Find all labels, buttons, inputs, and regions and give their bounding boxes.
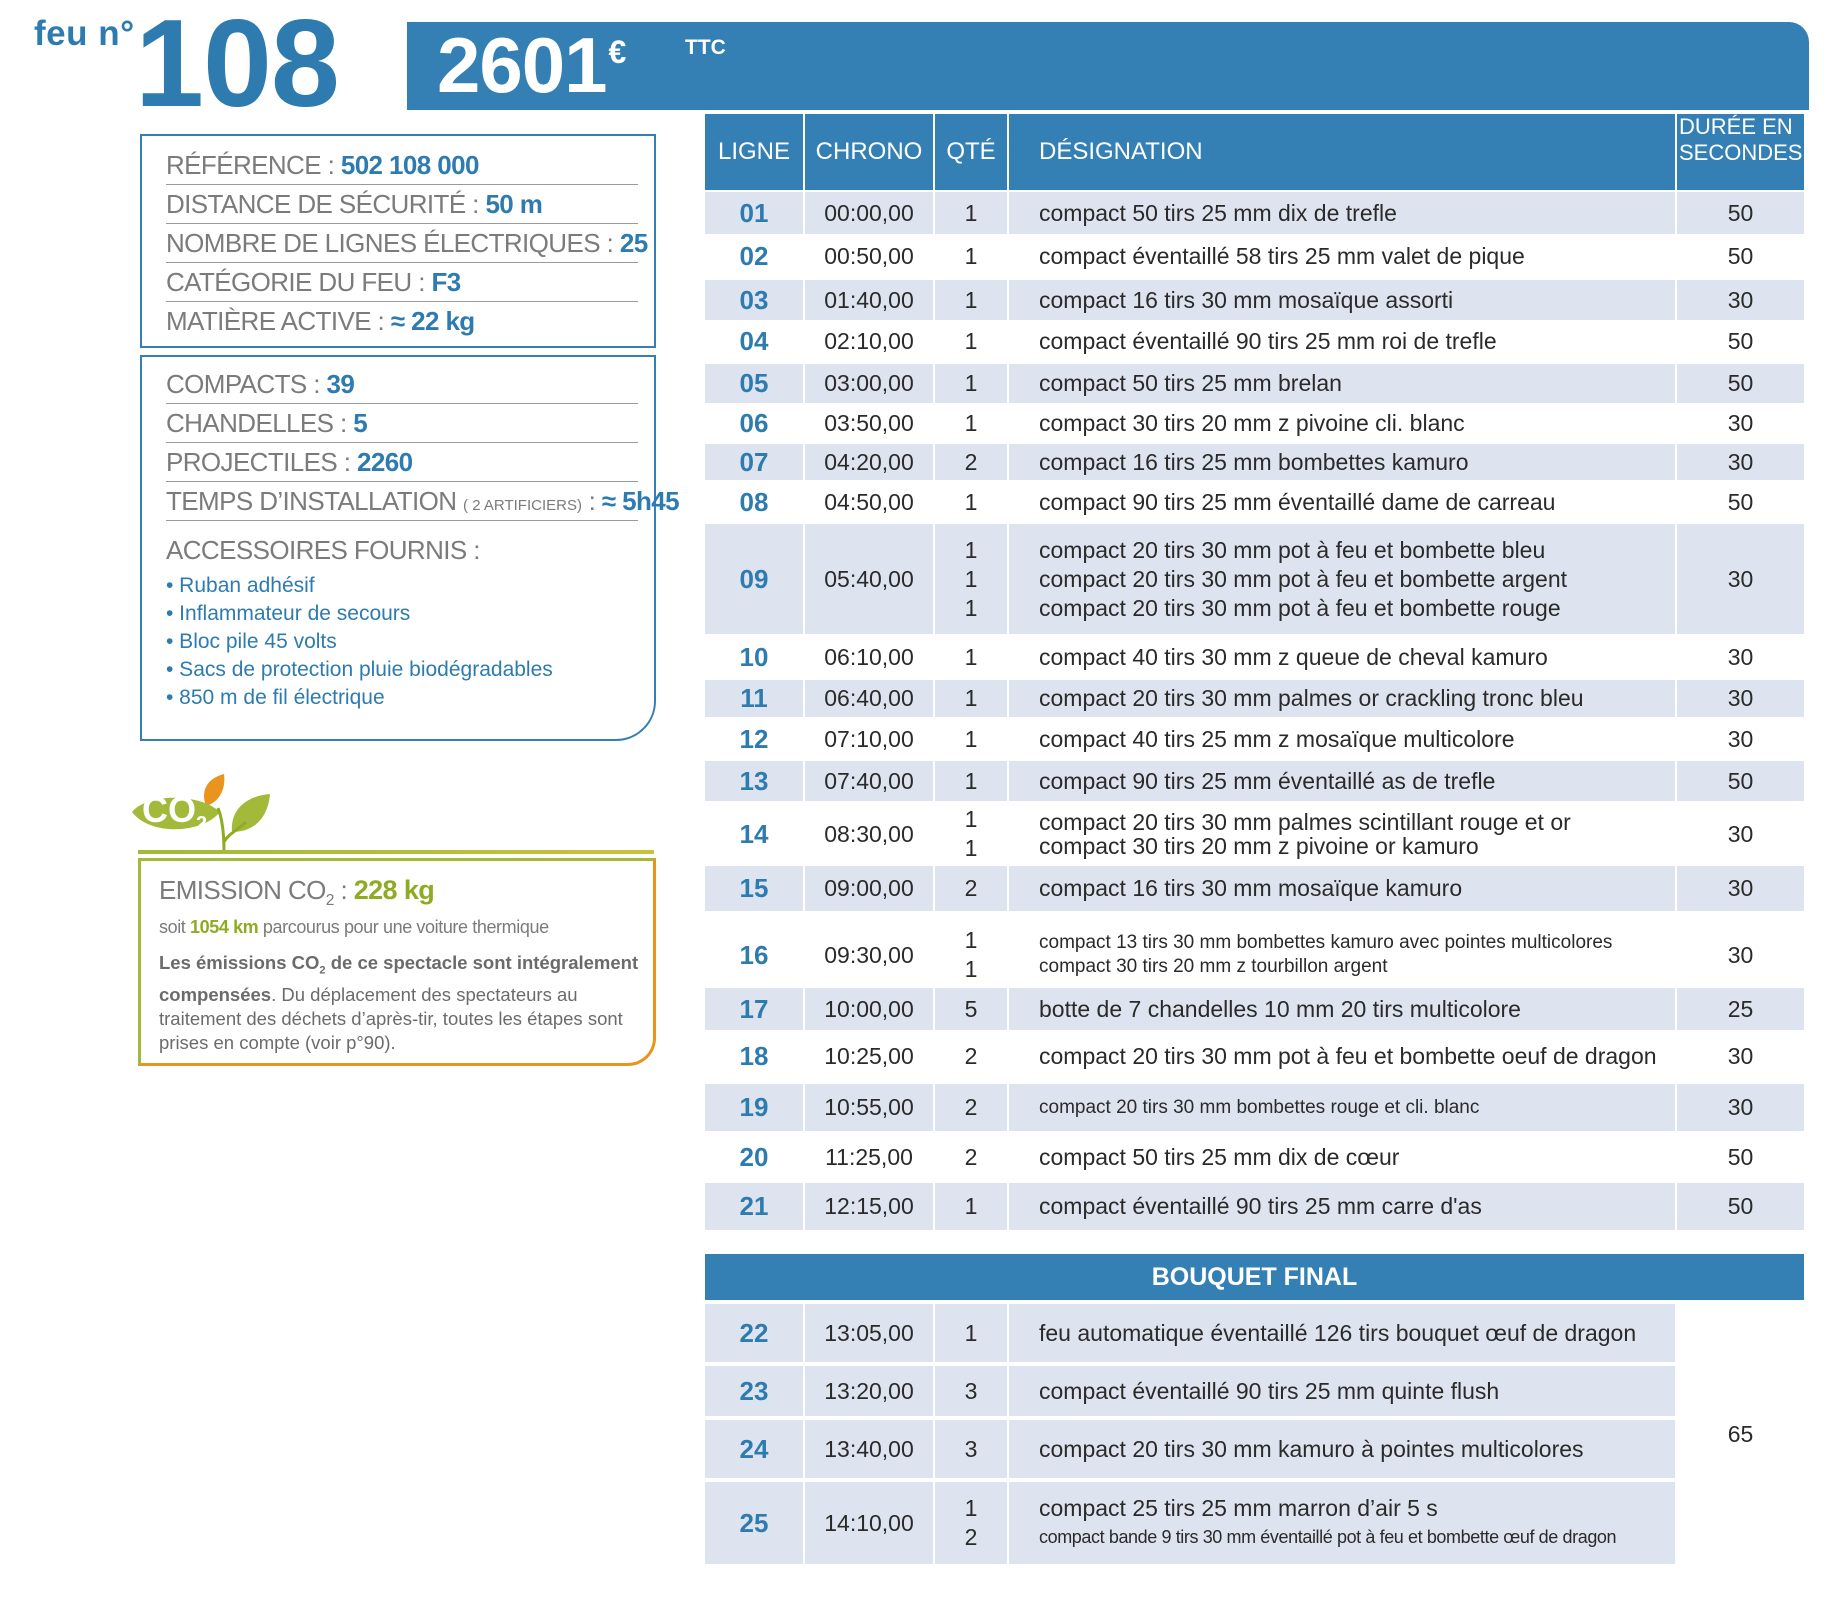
cell-ligne: 23 [705,1366,803,1416]
qte-value: 2 [964,875,978,901]
designation-line: compact 20 tirs 30 mm palmes or crackling tronc bleu [1039,685,1584,711]
spec-electric-lines: NOMBRE DE LIGNES ÉLECTRIQUES : 25 [166,224,638,263]
cell-qte [935,988,1007,1030]
cell-chrono: 09:30,00 [805,924,933,986]
qte-value: 1 [964,1319,978,1346]
cell-duree: 50 [1677,235,1804,277]
cell-duree: 50 [1677,1134,1804,1181]
cell-duree: 30 [1677,404,1804,442]
designation-line: compact 20 tirs 30 mm palmes scintillant rouge et or [1039,809,1571,835]
cell-ligne: 15 [705,866,803,911]
table-row [705,804,1804,864]
qte-value: 1 [964,242,978,269]
list-item: • Sacs de protection pluie biodégradables [166,658,553,681]
designation-line: compact 20 tirs 30 mm pot à feu et bombette rouge [1039,594,1561,621]
content-installation-time: TEMPS D’INSTALLATION ( 2 ARTIFICIERS) : ≈ 5h45 [166,482,638,521]
cell-qte [935,444,1007,480]
cell-designation [1009,235,1675,277]
cell-duree: 50 [1677,761,1804,801]
cell-designation [1009,1304,1675,1362]
price-banner [407,22,1809,110]
cell-ligne: 17 [705,988,803,1030]
bouquet-duree: 65 [1677,1304,1804,1564]
list-item: • 850 m de fil électrique [166,686,385,709]
co2-emission: EMISSION $CO_2$ : 228 kg [159,875,435,910]
table-row [705,404,1804,442]
spec-value: 50 m [485,189,543,219]
designation-line: compact 30 tirs 20 mm z pivoine or kamuro [1039,833,1479,859]
cell-designation [1009,1183,1675,1230]
list-item: • Inflammateur de secours [166,602,411,625]
qte-value: 2 [964,1144,978,1170]
table-row [705,364,1804,403]
table-header [705,114,1804,190]
cell-designation [1009,680,1675,717]
qte-value: 1 [964,725,978,752]
co2-description: Les émissions $CO_2$ de ce spectacle sont intégralement compensées. Du déplacement des spectateurs au traitement des déchets d’après-tir, toutes les étapes sont prises en compte (voir p°90). [159,952,639,1053]
cell-chrono: 03:00,00 [805,364,933,403]
table-row [705,524,1804,634]
cell-chrono: 03:50,00 [805,404,933,442]
co2-top-line [138,850,654,854]
cell-chrono: 11:25,00 [805,1134,933,1181]
table-row [705,280,1804,320]
table-row [705,1134,1804,1181]
header-duree: DURÉE EN SECONDES [1677,114,1804,190]
cell-designation [1009,364,1675,403]
cell-qte [935,1032,1007,1080]
cell-designation [1009,761,1675,801]
cell-ligne: 16 [705,924,803,986]
content-chandelles: CHANDELLES : 5 [166,404,638,443]
cell-designation [1009,924,1675,986]
cell-designation [1009,988,1675,1030]
table-row [705,761,1804,801]
cell-designation [1009,524,1675,634]
table-row [705,637,1804,677]
cell-ligne: 20 [705,1134,803,1181]
qte-value: 2 [964,1042,978,1069]
cell-chrono: 13:40,00 [805,1420,933,1478]
cell-chrono: 07:40,00 [805,761,933,801]
accessories-title: ACCESSOIRES FOURNIS : [166,535,480,565]
contents-box [140,355,679,741]
table-row [705,1482,1804,1564]
feu-label: feu n° [34,14,135,53]
cell-chrono: 10:25,00 [805,1032,933,1080]
designation-line: botte de 7 chandelles 10 mm 20 tirs multicolore [1039,995,1521,1022]
cell-qte [935,804,1007,864]
cell-ligne: 10 [705,637,803,677]
qte-value: 1 [964,835,978,861]
table-row [705,482,1804,522]
cell-duree: 30 [1677,280,1804,320]
designation-line: feu automatique éventaillé 126 tirs bouquet œuf de dragon [1039,1319,1637,1346]
cell-qte [935,1304,1007,1362]
spec-reference: RÉFÉRENCE : 502 108 000 [166,146,638,185]
table-row [705,1183,1804,1230]
qte-value: 1 [964,927,978,953]
qte-value: 2 [964,1094,978,1120]
cell-duree: 30 [1677,720,1804,758]
cell-qte [935,482,1007,522]
cell-chrono: 10:55,00 [805,1084,933,1131]
cell-duree: 50 [1677,1183,1804,1230]
cell-qte [935,524,1007,634]
table-row [705,1084,1804,1131]
cell-designation [1009,1366,1675,1416]
price-tax-label: TTC [685,36,726,59]
designation-line: compact 20 tirs 30 mm pot à feu et bombette bleu [1039,536,1546,563]
designation-line: compact 40 tirs 30 mm z queue de cheval kamuro [1039,643,1548,670]
cell-chrono: 09:00,00 [805,866,933,911]
cell-ligne: 01 [705,192,803,234]
cell-chrono: 00:00,00 [805,192,933,234]
table-row [705,235,1804,277]
qte-value: 1 [964,488,978,515]
designation-line: compact 50 tirs 25 mm brelan [1039,370,1342,396]
designation-line: compact éventaillé 58 tirs 25 mm valet de pique [1039,242,1525,269]
cell-ligne: 02 [705,235,803,277]
co2-leaf-logo-icon [128,772,278,854]
leaf-orange-icon [204,774,224,806]
designation-line: compact 20 tirs 30 mm pot à feu et bombette oeuf de dragon [1039,1042,1657,1069]
specs-box [140,134,656,348]
content-value: 39 [326,369,355,399]
list-item: • Bloc pile 45 volts [166,630,337,653]
spec-value: 25 [619,228,648,258]
cell-qte [935,637,1007,677]
qte-value: 1 [964,767,978,794]
cell-designation [1009,482,1675,522]
cell-ligne: 04 [705,322,803,361]
table-row [705,1032,1804,1080]
cell-duree: 50 [1677,364,1804,403]
cell-ligne: 25 [705,1482,803,1564]
qte-value: 1 [964,685,978,711]
cell-duree: 30 [1677,680,1804,717]
cell-designation [1009,720,1675,758]
qte-value: 1 [964,806,978,832]
table-row [705,988,1804,1030]
price-value [437,21,626,109]
designation-line: compact 20 tirs 30 mm pot à feu et bombette argent [1039,565,1568,592]
cell-ligne: 21 [705,1183,803,1230]
cell-chrono: 06:40,00 [805,680,933,717]
cell-qte [935,761,1007,801]
table-row [705,322,1804,361]
cell-designation [1009,1084,1675,1131]
cell-duree: 30 [1677,1032,1804,1080]
qte-value: 1 [964,1495,978,1521]
cell-ligne: 09 [705,524,803,634]
qte-value: 1 [964,643,978,670]
spec-value: 502 108 000 [340,150,479,180]
qte-value: 1 [964,409,978,436]
qte-value: 1 [964,1193,978,1219]
cell-duree: 30 [1677,1084,1804,1131]
cell-qte [935,235,1007,277]
price-amount: 2601 [437,21,607,109]
cell-qte [935,1134,1007,1181]
qte-value: 1 [964,536,978,563]
cell-chrono: 00:50,00 [805,235,933,277]
co2-logo-text: $CO_2$ [142,789,208,835]
co2-equivalent: soit 1054 km parcourus pour une voiture thermique [159,917,549,937]
cell-qte [935,1366,1007,1416]
designation-line: compact bande 9 tirs 30 mm éventaillé pot à feu et bombette œuf de dragon [1039,1527,1617,1547]
content-value: 5 [353,408,368,438]
cell-qte [935,1420,1007,1478]
cell-chrono: 14:10,00 [805,1482,933,1564]
spec-value: ≈ 22 kg [390,306,475,336]
cell-chrono: 10:00,00 [805,988,933,1030]
cell-qte [935,866,1007,911]
header-designation: DÉSIGNATION [1009,114,1675,190]
feu-number: 108 [135,0,339,133]
cell-duree: 25 [1677,988,1804,1030]
co2-emission-value: 228 kg [353,875,435,905]
cell-chrono: 02:10,00 [805,322,933,361]
cell-qte [935,404,1007,442]
spec-safety-distance: DISTANCE DE SÉCURITÉ : 50 m [166,185,638,224]
price-currency: € [608,34,626,70]
cell-duree: 30 [1677,637,1804,677]
cell-duree: 30 [1677,524,1804,634]
cell-designation [1009,1032,1675,1080]
cell-chrono: 04:50,00 [805,482,933,522]
table-row [705,192,1804,234]
table-row [705,1420,1804,1478]
designation-line: compact 50 tirs 25 mm dix de cœur [1039,1144,1400,1170]
spec-value: F3 [431,267,461,297]
cell-qte [935,680,1007,717]
bouquet-final-header: BOUQUET FINAL [705,1254,1804,1300]
cell-duree: 50 [1677,482,1804,522]
cell-ligne: 22 [705,1304,803,1362]
qte-value: 1 [964,199,978,226]
table-row [705,680,1804,717]
cell-qte [935,280,1007,320]
table-row [705,866,1804,911]
header-ligne: LIGNE [705,114,803,190]
designation-line: compact éventaillé 90 tirs 25 mm carre d'as [1039,1193,1482,1219]
cell-ligne: 03 [705,280,803,320]
qte-value: 3 [964,1435,978,1462]
cell-ligne: 13 [705,761,803,801]
qte-value: 1 [964,594,978,621]
qte-value: 2 [964,1524,978,1550]
cell-duree: 30 [1677,804,1804,864]
spec-active-matter: MATIÈRE ACTIVE : ≈ 22 kg [166,306,475,336]
cell-designation [1009,404,1675,442]
header-chrono: CHRONO [805,114,933,190]
qte-value: 1 [964,370,978,396]
content-compacts: COMPACTS : 39 [166,365,638,404]
designation-line: compact 30 tirs 20 mm z tourbillon argent [1039,956,1388,977]
cell-chrono: 07:10,00 [805,720,933,758]
table-row [705,444,1804,480]
header-qte: QTÉ [935,114,1007,190]
content-projectiles: PROJECTILES : 2260 [166,443,638,482]
designation-line: compact 90 tirs 25 mm éventaillé as de trefle [1039,767,1496,794]
cell-designation [1009,1134,1675,1181]
cell-designation [1009,804,1675,864]
cell-qte [935,1183,1007,1230]
cell-designation [1009,322,1675,361]
qte-value: 1 [964,328,978,354]
co2-box [138,858,656,1066]
designation-line: compact 13 tirs 30 mm bombettes kamuro avec pointes multicolores [1039,932,1613,953]
qte-value: 5 [964,995,978,1022]
cell-designation [1009,866,1675,911]
list-item: • Ruban adhésif [166,574,315,597]
designation-line: compact 25 tirs 25 mm marron d’air 5 s [1039,1495,1438,1521]
accessories-list [166,572,638,712]
cell-qte [935,364,1007,403]
designation-line: compact 50 tirs 25 mm dix de trefle [1039,199,1397,226]
qte-value: 1 [964,565,978,592]
cell-ligne: 14 [705,804,803,864]
designation-line: compact 90 tirs 25 mm éventaillé dame de carreau [1039,488,1556,515]
cell-designation [1009,280,1675,320]
table-row [705,1304,1804,1362]
cell-ligne: 11 [705,680,803,717]
cell-chrono: 13:20,00 [805,1366,933,1416]
cell-qte [935,1084,1007,1131]
cell-ligne: 12 [705,720,803,758]
leaf-green-right-icon [232,794,270,832]
cell-ligne: 19 [705,1084,803,1131]
qte-value: 2 [964,448,978,475]
cell-designation [1009,1482,1675,1564]
cell-ligne: 05 [705,364,803,403]
cell-qte [935,192,1007,234]
cell-qte [935,720,1007,758]
cell-duree: 30 [1677,924,1804,986]
cell-ligne: 24 [705,1420,803,1478]
cell-duree: 30 [1677,866,1804,911]
cell-ligne: 18 [705,1032,803,1080]
table-row [705,720,1804,758]
designation-line: compact éventaillé 90 tirs 25 mm quinte flush [1039,1377,1500,1404]
cell-qte [935,322,1007,361]
qte-value: 3 [964,1377,978,1404]
cell-qte [935,924,1007,986]
designation-line: compact 40 tirs 25 mm z mosaïque multicolore [1039,725,1515,752]
cell-chrono: 08:30,00 [805,804,933,864]
installation-note: ( 2 ARTIFICIERS) [463,497,582,514]
cell-designation [1009,192,1675,234]
designation-line: compact 16 tirs 30 mm mosaïque assorti [1039,286,1454,313]
cell-chrono: 04:20,00 [805,444,933,480]
qte-value: 1 [964,286,978,313]
co2-km-value: 1054 km [190,917,259,937]
table-row [705,924,1804,986]
cell-ligne: 06 [705,404,803,442]
table-row [705,1366,1804,1416]
cell-ligne: 08 [705,482,803,522]
cell-designation [1009,1420,1675,1478]
content-value: 2260 [356,447,413,477]
cell-qte [935,1482,1007,1564]
qte-value: 1 [964,956,978,982]
cell-designation [1009,637,1675,677]
designation-line: compact 16 tirs 25 mm bombettes kamuro [1039,448,1469,475]
designation-line: compact 30 tirs 20 mm z pivoine cli. blanc [1039,409,1465,436]
designation-line: compact éventaillé 90 tirs 25 mm roi de trefle [1039,328,1497,354]
spec-category: CATÉGORIE DU FEU : F3 [166,263,638,302]
cell-chrono: 13:05,00 [805,1304,933,1362]
cell-chrono: 06:10,00 [805,637,933,677]
cell-ligne: 07 [705,444,803,480]
cell-duree: 50 [1677,322,1804,361]
cell-chrono: 01:40,00 [805,280,933,320]
cell-duree: 30 [1677,444,1804,480]
cell-chrono: 05:40,00 [805,524,933,634]
content-value: ≈ 5h45 [601,486,679,516]
cell-duree: 50 [1677,192,1804,234]
cell-chrono: 12:15,00 [805,1183,933,1230]
designation-line: compact 16 tirs 30 mm mosaïque kamuro [1039,875,1463,901]
designation-line: compact 20 tirs 30 mm bombettes rouge et cli. blanc [1039,1097,1480,1118]
designation-line: compact 20 tirs 30 mm kamuro à pointes multicolores [1039,1435,1584,1462]
cell-designation [1009,444,1675,480]
